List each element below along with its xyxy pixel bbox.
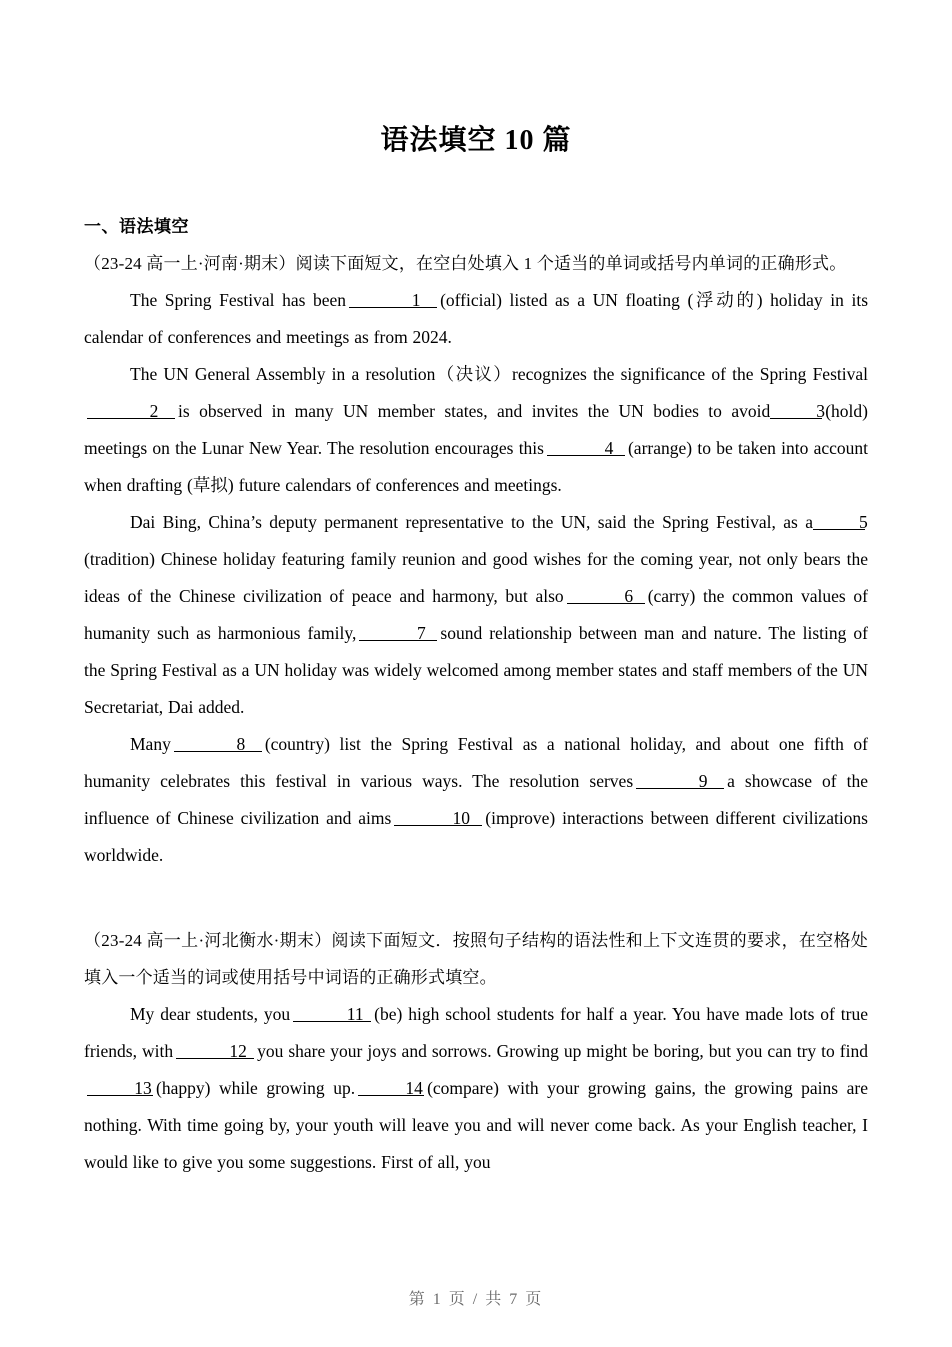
text-run: (compare) with your growing gains, the growing pains are nothing. With time going by, your youth will leave you and will never come back. As your English teacher, I would like to give you some suggestions. First of all, you	[84, 1078, 868, 1172]
text-run: (official) listed as a UN floating (浮动的) holiday in its calendar of conferences and meetings as from 2024.	[84, 290, 869, 347]
text-run: (hold) meetings on the Lunar New Year. The resolution encourages this	[84, 401, 868, 458]
text-run: (happy) while growing up.	[156, 1078, 356, 1098]
section-spacer	[84, 874, 868, 922]
answer-blank-6[interactable]	[567, 585, 645, 604]
blank-number: 9	[698, 771, 708, 791]
answer-blank-5[interactable]	[813, 511, 868, 532]
exercise-1-paragraph-3	[84, 504, 868, 726]
blank-number: 1	[411, 290, 421, 310]
text-run: (improve) interactions between different civilizations worldwide.	[84, 808, 868, 865]
text-run: sound relationship between man and nature. The listing of the Spring Festival as a UN holiday was widely welcomed among member states and staff members of the UN Secretariat, Dai added.	[84, 623, 868, 717]
answer-blank-9[interactable]	[636, 770, 724, 789]
text-run: Dai Bing, China’s deputy permanent representative to the UN, said the Spring Festival, as a	[130, 512, 813, 532]
blank-number: 2	[149, 401, 159, 421]
document-body	[84, 209, 868, 1181]
blank-number: 13	[134, 1078, 152, 1098]
text-run: (carry) the common values of humanity such as harmonious family,	[84, 586, 868, 643]
text-run: My dear students, you	[130, 1004, 291, 1024]
answer-blank-12[interactable]	[176, 1040, 254, 1059]
text-run: (arrange) to be taken into account when drafting (草拟) future calendars of conferences and meetings.	[84, 438, 868, 495]
blank-number: 7	[417, 623, 426, 643]
blank-number: 5	[859, 512, 868, 532]
text-run: (country) list the Spring Festival as a national holiday, and about one fifth of humanity celebrates this festival in various ways. The resolution serves	[84, 734, 868, 791]
exercise-2-source-line: （23-24 高一上·河北衡水·期末）阅读下面短文．按照句子结构的语法性和上下文连贯的要求，在空格处填入一个适当的词或使用括号中词语的正确形式填空。	[84, 931, 868, 987]
blank-number: 12	[229, 1041, 247, 1061]
page-title: 语法填空 10 篇	[380, 125, 572, 156]
page-footer: 第 1 页 / 共 7 页	[408, 1291, 544, 1308]
blank-number: 10	[452, 808, 471, 828]
answer-blank-13[interactable]	[87, 1077, 153, 1096]
text-run: The UN General Assembly in a resolution（决议）recognizes the significance of the Spring Festival	[130, 364, 868, 384]
blank-number: 8	[236, 734, 246, 754]
text-run: (be) high school students for half a year. You have made lots of true friends, with	[84, 1004, 868, 1061]
answer-blank-8[interactable]	[174, 733, 262, 752]
answer-blank-7[interactable]	[359, 622, 437, 641]
answer-blank-4[interactable]	[547, 437, 625, 456]
text-run: (tradition) Chinese holiday featuring family reunion and good wishes for the coming year, not only bears the ideas of the Chinese civilization of peace and harmony, but also	[84, 549, 868, 606]
blank-number: 6	[624, 586, 634, 606]
text-run: you share your joys and sorrows. Growing up might be boring, but you can try to find	[257, 1041, 868, 1061]
answer-blank-10[interactable]	[394, 807, 482, 826]
exercise-1-source-line: （23-24 高一上·河南·期末）阅读下面短文，在空白处填入 1 个适当的单词或括号内单词的正确形式。	[84, 254, 847, 273]
exercise-1-paragraph-2	[84, 356, 868, 504]
blank-number: 4	[604, 438, 614, 458]
answer-blank-14[interactable]	[358, 1077, 424, 1096]
section-heading-1: 一、语法填空	[84, 217, 189, 236]
answer-blank-2[interactable]	[87, 400, 175, 419]
answer-blank-1[interactable]	[349, 289, 437, 308]
blank-number: 3	[816, 401, 825, 421]
text-run: a showcase of the influence of Chinese civilization and aims	[84, 771, 868, 828]
exercise-2-paragraph-1	[84, 996, 868, 1181]
answer-blank-11[interactable]	[293, 1003, 371, 1022]
text-run: Many	[130, 734, 171, 754]
text-run: The Spring Festival has been	[130, 290, 347, 310]
blank-number: 11	[346, 1004, 364, 1024]
blank-number: 14	[405, 1078, 423, 1098]
exercise-1-paragraph-4	[84, 726, 868, 874]
text-run: is observed in many UN member states, and invites the UN bodies to avoid	[178, 401, 771, 421]
exercise-1-paragraph-1	[84, 282, 868, 356]
answer-blank-3[interactable]	[770, 400, 825, 421]
